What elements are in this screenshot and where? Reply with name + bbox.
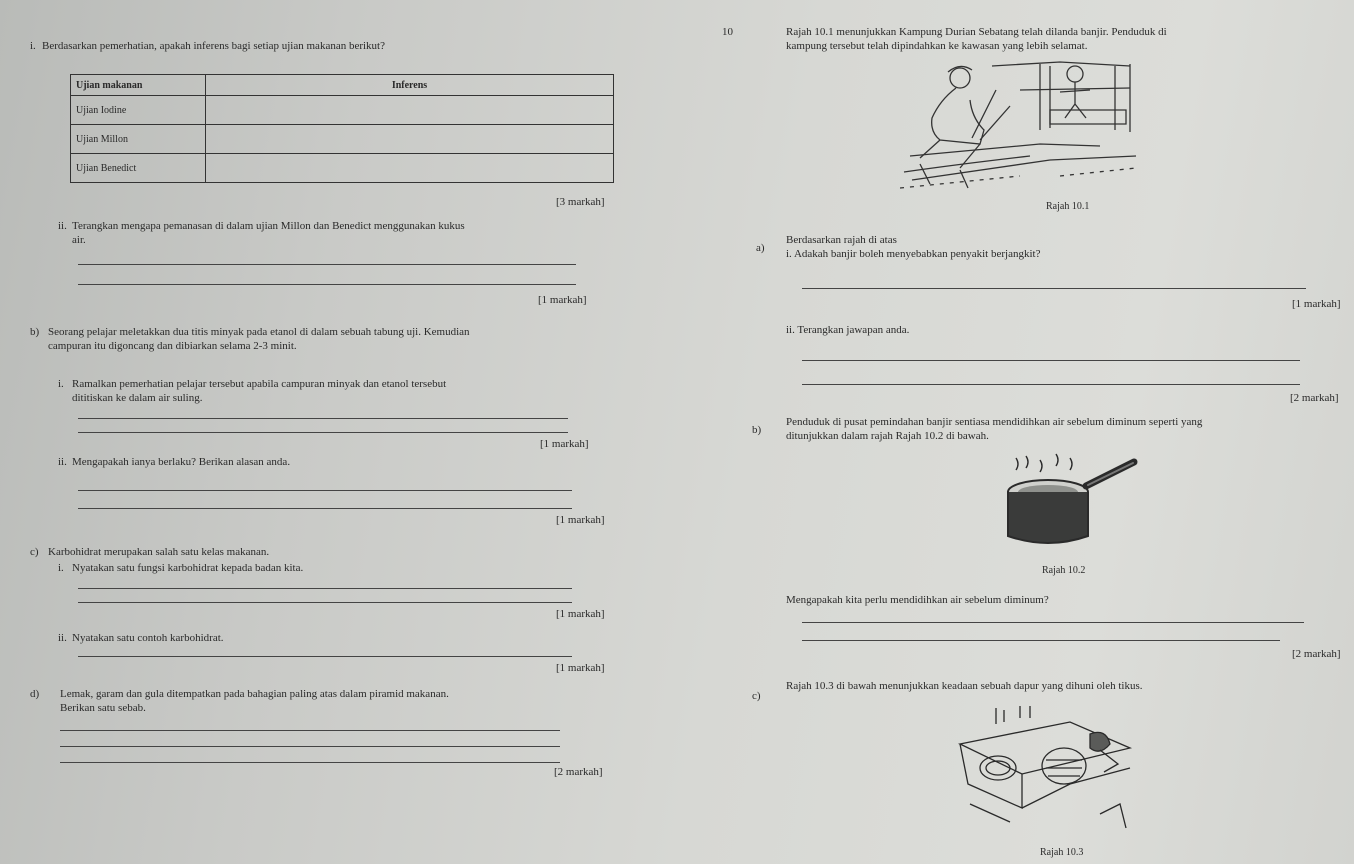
answer-line[interactable] — [78, 490, 572, 491]
answer-line[interactable] — [78, 284, 576, 285]
marks-label: [1 markah] — [556, 662, 605, 674]
q-a-intro: Berdasarkan rajah di atas — [786, 234, 897, 246]
q-a-i-text: Berdasarkan pemerhatian, apakah inferens bagi setiap ujian makanan berikut? — [42, 40, 385, 52]
question-number: 10 — [722, 26, 733, 38]
table-cell-answer[interactable] — [206, 96, 614, 125]
table-cell-answer[interactable] — [206, 154, 614, 183]
marks-label: [2 markah] — [554, 766, 603, 778]
q-b-i-label: i. — [58, 378, 64, 390]
marks-label: [1 markah] — [540, 438, 589, 450]
marks-label: [1 markah] — [538, 294, 587, 306]
q-c-ii-label: ii. — [58, 632, 67, 644]
marks-label: [1 markah] — [1292, 298, 1341, 310]
q-c-text: Karbohidrat merupakan salah satu kelas makanan. — [48, 546, 270, 558]
table-cell-test: Ujian Millon — [71, 125, 206, 154]
table-cell-test: Ujian Benedict — [71, 154, 206, 183]
answer-line[interactable] — [78, 602, 572, 603]
answer-line[interactable] — [78, 432, 568, 433]
answer-line[interactable] — [802, 640, 1280, 641]
marks-label: [2 markah] — [1292, 648, 1341, 660]
q-b-i-line2: dititiskan ke dalam air suling. — [72, 392, 203, 404]
kitchen-sink-figure — [950, 704, 1150, 832]
q-d-label: d) — [30, 688, 40, 700]
table-cell-answer[interactable] — [206, 125, 614, 154]
answer-line[interactable] — [78, 508, 572, 509]
q-a-label: a) — [756, 242, 765, 254]
answer-line[interactable] — [78, 418, 568, 419]
marks-label: [2 markah] — [1290, 392, 1339, 404]
q-c-text: Rajah 10.3 di bawah menunjukkan keadaan sebuah dapur yang dihuni oleh tikus. — [786, 680, 1143, 692]
q-c-i-label: i. — [58, 562, 64, 574]
answer-line[interactable] — [60, 730, 560, 731]
flood-figure — [900, 60, 1140, 192]
q-b-i-line1: Ramalkan pemerhatian pelajar tersebut apabila campuran minyak dan etanol tersebut — [72, 378, 447, 390]
figure-caption: Rajah 10.2 — [1042, 565, 1086, 576]
q10-line2: kampung tersebut telah dipindahkan ke kawasan yang lebih selamat. — [786, 40, 1088, 52]
table-row — [71, 96, 614, 125]
table-row — [71, 154, 614, 183]
q-a-ii-text: ii. Terangkan jawapan anda. — [786, 324, 910, 336]
figure-caption: Rajah 10.1 — [1046, 201, 1090, 212]
marks-label: [1 markah] — [556, 608, 605, 620]
q-a-ii-label: ii. — [58, 220, 67, 232]
q-a-i-text: i. Adakah banjir boleh menyebabkan penyakit berjangkit? — [786, 248, 1041, 260]
q-a-ii-line1: Terangkan mengapa pemanasan di dalam ujian Millon dan Benedict menggunakan kukus — [72, 220, 465, 232]
marks-label: [1 markah] — [556, 514, 605, 526]
q-b-label: b) — [30, 326, 40, 338]
q-a-i-label: i. — [30, 40, 36, 52]
q-a-ii-line2: air. — [72, 234, 86, 246]
q-b-line2: ditunjukkan dalam rajah Rajah 10.2 di bawah. — [786, 430, 989, 442]
answer-line[interactable] — [78, 264, 576, 265]
table-cell-test: Ujian Iodine — [71, 96, 206, 125]
q-b-line1: Seorang pelajar meletakkan dua titis minyak pada etanol di dalam sebuah tabung uji. Kemudian — [48, 326, 470, 338]
q10-line1: Rajah 10.1 menunjukkan Kampung Durian Sebatang telah dilanda banjir. Penduduk di — [786, 26, 1167, 38]
table-header-inference: Inferens — [206, 75, 614, 96]
table-row — [71, 125, 614, 154]
answer-line[interactable] — [60, 762, 560, 763]
q-b-ii-label: ii. — [58, 456, 67, 468]
q-c-i-text: Nyatakan satu fungsi karbohidrat kepada badan kita. — [72, 562, 304, 574]
q-c-ii-text: Nyatakan satu contoh karbohidrat. — [72, 632, 224, 644]
answer-line[interactable] — [60, 746, 560, 747]
q-b-ii-text: Mengapakah ianya berlaku? Berikan alasan anda. — [72, 456, 291, 468]
answer-line[interactable] — [802, 384, 1300, 385]
answer-line[interactable] — [78, 588, 572, 589]
q-b-question: Mengapakah kita perlu mendidihkan air sebelum diminum? — [786, 594, 1049, 606]
q-c-label: c) — [752, 690, 761, 702]
food-test-table — [70, 74, 614, 183]
q-c-label: c) — [30, 546, 39, 558]
answer-line[interactable] — [78, 656, 572, 657]
q-b-label: b) — [752, 424, 762, 436]
answer-line[interactable] — [802, 622, 1304, 623]
answer-line[interactable] — [802, 288, 1306, 289]
boiling-pot-figure — [1000, 452, 1150, 556]
q-d-line1: Lemak, garam dan gula ditempatkan pada bahagian paling atas dalam piramid makanan. — [60, 688, 449, 700]
q-b-line2: campuran itu digoncang dan dibiarkan selama 2-3 minit. — [48, 340, 297, 352]
answer-line[interactable] — [802, 360, 1300, 361]
table-header-test: Ujian makanan — [71, 75, 206, 96]
figure-caption: Rajah 10.3 — [1040, 847, 1084, 858]
marks-label: [3 markah] — [556, 196, 605, 208]
q-d-line2: Berikan satu sebab. — [60, 702, 146, 714]
q-b-line1: Penduduk di pusat pemindahan banjir sentiasa mendidihkan air sebelum diminum seperti yang — [786, 416, 1203, 428]
